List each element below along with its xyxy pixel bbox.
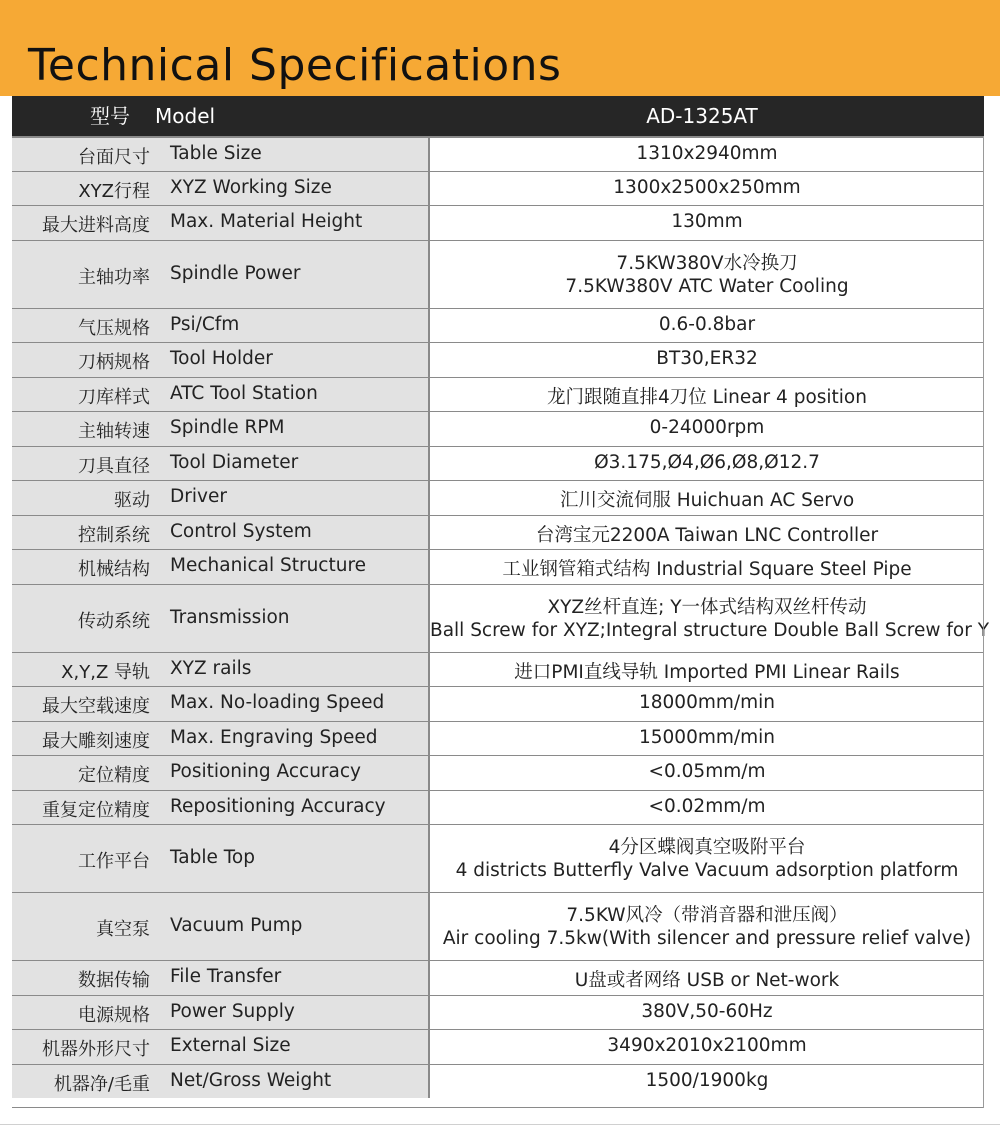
spec-value-cell [430, 585, 990, 652]
spec-row [12, 377, 984, 412]
spec-value-line: <0.02mm/m [648, 795, 766, 817]
spec-label-en: Table Top [170, 847, 255, 868]
spec-label-cn: 台面尺寸 [78, 147, 150, 169]
spec-value-cell [430, 447, 984, 481]
spec-value-line: Air cooling 7.5kw(With silencer and pressure relief valve) [442, 928, 972, 949]
spec-label-en: Power Supply [170, 1000, 295, 1022]
spec-value-cell [430, 653, 984, 687]
spec-label-en: Max. Engraving Speed [170, 726, 378, 748]
spec-value-line: XYZ丝杆直连; Y一体式结构双丝杆传动 [547, 596, 867, 618]
spec-label-en: Net/Gross Weight [170, 1069, 332, 1091]
spec-row [12, 1029, 984, 1064]
spec-label-cn: XYZ行程 [78, 180, 150, 202]
spec-label-cn: 驱动 [114, 490, 150, 512]
spec-label-cell [12, 309, 430, 343]
spec-value-cell [430, 687, 984, 721]
spec-row [12, 584, 990, 652]
spec-label-cell [12, 687, 430, 721]
spec-value-line: 4 districts Butterfly Valve Vacuum adsorption platform [455, 860, 959, 881]
spec-row [12, 446, 984, 481]
spec-label-cell [12, 961, 430, 995]
spec-value-cell [430, 378, 984, 412]
spec-row [12, 892, 984, 960]
spec-value-line: 0-24000rpm [649, 417, 765, 439]
spec-value-cell [430, 343, 984, 377]
spec-value-line: <0.05mm/m [648, 761, 766, 783]
spec-value-line: U盘或者网络 USB or Net-work [574, 970, 840, 992]
spec-value-line: 1500/1900kg [645, 1069, 769, 1091]
spec-label-en: Psi/Cfm [170, 313, 240, 335]
spec-value-cell [430, 996, 984, 1030]
spec-label-cell [12, 412, 430, 446]
spec-label-cell [12, 756, 430, 790]
spec-row [12, 1064, 984, 1099]
spec-label-en: Table Size [170, 143, 262, 165]
spec-label-en: File Transfer [170, 966, 282, 988]
spec-value-cell [430, 138, 984, 171]
spec-row [12, 240, 984, 308]
spec-label-cn: 控制系统 [78, 524, 150, 546]
spec-value-line: 380V,50-60Hz [641, 1000, 773, 1022]
spec-table [12, 96, 990, 1108]
spec-label-en: Driver [170, 486, 227, 508]
spec-value-cell [430, 722, 984, 756]
spec-label-en: XYZ Working Size [170, 176, 332, 198]
spec-label-cell [12, 653, 430, 687]
spec-value-cell [430, 172, 984, 206]
spec-value-line: 18000mm/min [638, 692, 775, 714]
spec-row [12, 790, 984, 825]
spec-label-cell [12, 825, 430, 892]
spec-row [12, 824, 984, 892]
spec-label-cn: 传动系统 [78, 610, 150, 632]
spec-label-cell [12, 172, 430, 206]
spec-label-cn: 气压规格 [78, 317, 150, 339]
spec-label-cn: 定位精度 [78, 765, 150, 787]
model-label-cn: 型号 [90, 104, 130, 128]
spec-value-cell [430, 1030, 984, 1064]
spec-label-en: Vacuum Pump [170, 915, 303, 936]
spec-row [12, 136, 984, 171]
spec-row [12, 960, 984, 995]
spec-label-cn: 主轴功率 [78, 266, 150, 288]
spec-row [12, 652, 984, 687]
spec-label-en: Repositioning Accuracy [170, 795, 386, 817]
spec-label-cell [12, 585, 430, 652]
spec-label-cell [12, 206, 430, 240]
spec-row [12, 308, 984, 343]
spec-value-cell [430, 825, 984, 892]
model-label-en: Model [155, 104, 216, 128]
spec-value-cell [430, 206, 984, 240]
spec-label-cn: 真空泵 [96, 919, 150, 940]
spec-label-cell [12, 1065, 430, 1099]
spec-label-cell [12, 791, 430, 825]
spec-value-line: 台湾宝元2200A Taiwan LNC Controller [535, 524, 879, 546]
spec-label-cell [12, 722, 430, 756]
spec-row [12, 515, 984, 550]
footer-divider [0, 1124, 1000, 1125]
spec-label-cell [12, 1030, 430, 1064]
spec-value-line: 7.5KW380V ATC Water Cooling [565, 275, 849, 297]
spec-value-line: 7.5KW380V水冷换刀 [616, 252, 798, 274]
spec-label-cn: 主轴转速 [78, 421, 150, 443]
spec-value-cell [430, 241, 984, 308]
spec-row [12, 411, 984, 446]
spec-value-cell [430, 961, 984, 995]
spec-row [12, 755, 984, 790]
spec-label-cn: 机器净/毛重 [53, 1073, 150, 1095]
spec-label-en: XYZ rails [170, 657, 252, 679]
spec-value-line: 1300x2500x250mm [613, 176, 801, 198]
spec-value-cell [430, 1065, 984, 1099]
spec-label-cell [12, 378, 430, 412]
spec-label-cn: 刀库样式 [78, 386, 150, 408]
spec-value-line: 4分区蝶阀真空吸附平台 [608, 837, 806, 858]
spec-row [12, 171, 984, 206]
spec-label-cn: 刀柄规格 [78, 352, 150, 374]
table-right-border [983, 136, 984, 1108]
spec-label-cell [12, 893, 430, 960]
spec-label-cn: 数据传输 [78, 970, 150, 992]
spec-label-en: External Size [170, 1035, 291, 1057]
spec-value-line: BT30,ER32 [656, 348, 758, 370]
spec-value-line: 汇川交流伺服 Huichuan AC Servo [559, 490, 855, 512]
spec-label-en: Control System [170, 520, 312, 542]
spec-row [12, 995, 984, 1030]
spec-label-cn: 重复定位精度 [42, 799, 150, 821]
spec-value-line: 工业钢管箱式结构 Industrial Square Steel Pipe [502, 559, 912, 581]
spec-row [12, 721, 984, 756]
spec-row [12, 686, 984, 721]
spec-label-cn: 机械结构 [78, 559, 150, 581]
spec-label-cell [12, 343, 430, 377]
spec-label-cn: X,Y,Z 导轨 [61, 661, 150, 683]
spec-value-cell [430, 412, 984, 446]
spec-label-en: Max. Material Height [170, 211, 363, 233]
table-bottom-border [12, 1107, 984, 1108]
spec-value-line: 龙门跟随直排4刀位 Linear 4 position [547, 386, 867, 408]
spec-value-line: 3490x2010x2100mm [607, 1035, 807, 1057]
spec-label-cell [12, 241, 430, 308]
spec-value-cell [430, 893, 984, 960]
model-value: AD-1325AT [646, 104, 758, 128]
spec-value-line: 进口PMI直线导轨 Imported PMI Linear Rails [514, 661, 900, 683]
spec-value-cell [430, 516, 984, 550]
spec-value-cell [430, 550, 984, 584]
model-header-row [12, 96, 984, 136]
page-title: Technical Specifications [28, 40, 562, 91]
spec-label-cell [12, 447, 430, 481]
spec-value-line: Ball Screw for XYZ;Integral structure Double Ball Screw for Y [430, 619, 990, 641]
spec-label-en: Transmission [170, 606, 290, 628]
spec-label-cn: 最大空载速度 [42, 696, 150, 718]
spec-value-line: 130mm [671, 211, 743, 233]
spec-label-cn: 机器外形尺寸 [42, 1039, 150, 1061]
spec-label-cell [12, 138, 430, 171]
spec-label-cell [12, 996, 430, 1030]
spec-row [12, 342, 984, 377]
spec-label-cn: 电源规格 [78, 1004, 150, 1026]
spec-label-en: Spindle RPM [170, 417, 285, 439]
spec-value-cell [430, 756, 984, 790]
spec-label-cn: 刀具直径 [78, 455, 150, 477]
spec-label-cell [12, 550, 430, 584]
spec-value-cell [430, 481, 984, 515]
spec-label-en: Mechanical Structure [170, 555, 367, 577]
spec-value-cell [430, 309, 984, 343]
spec-value-line: 15000mm/min [638, 726, 775, 748]
spec-row [12, 480, 984, 515]
spec-label-en: Tool Diameter [170, 451, 299, 473]
spec-label-cn: 工作平台 [78, 851, 150, 872]
spec-row [12, 549, 984, 584]
spec-label-en: Spindle Power [170, 262, 301, 284]
spec-value-line: 0.6-0.8bar [658, 313, 756, 335]
spec-label-en: Max. No-loading Speed [170, 692, 385, 714]
spec-value-line: Ø3.175,Ø4,Ø6,Ø8,Ø12.7 [594, 451, 820, 473]
spec-value-line: 7.5KW风冷（带消音器和泄压阀） [566, 905, 848, 926]
spec-label-cn: 最大进料高度 [42, 215, 150, 237]
spec-row [12, 205, 984, 240]
spec-label-en: Positioning Accuracy [170, 761, 361, 783]
spec-value-cell [430, 791, 984, 825]
spec-label-en: Tool Holder [170, 348, 273, 370]
spec-label-cn: 最大雕刻速度 [42, 730, 150, 752]
spec-label-cell [12, 481, 430, 515]
spec-value-line: 1310x2940mm [636, 143, 778, 165]
spec-label-en: ATC Tool Station [170, 382, 318, 404]
spec-label-cell [12, 516, 430, 550]
